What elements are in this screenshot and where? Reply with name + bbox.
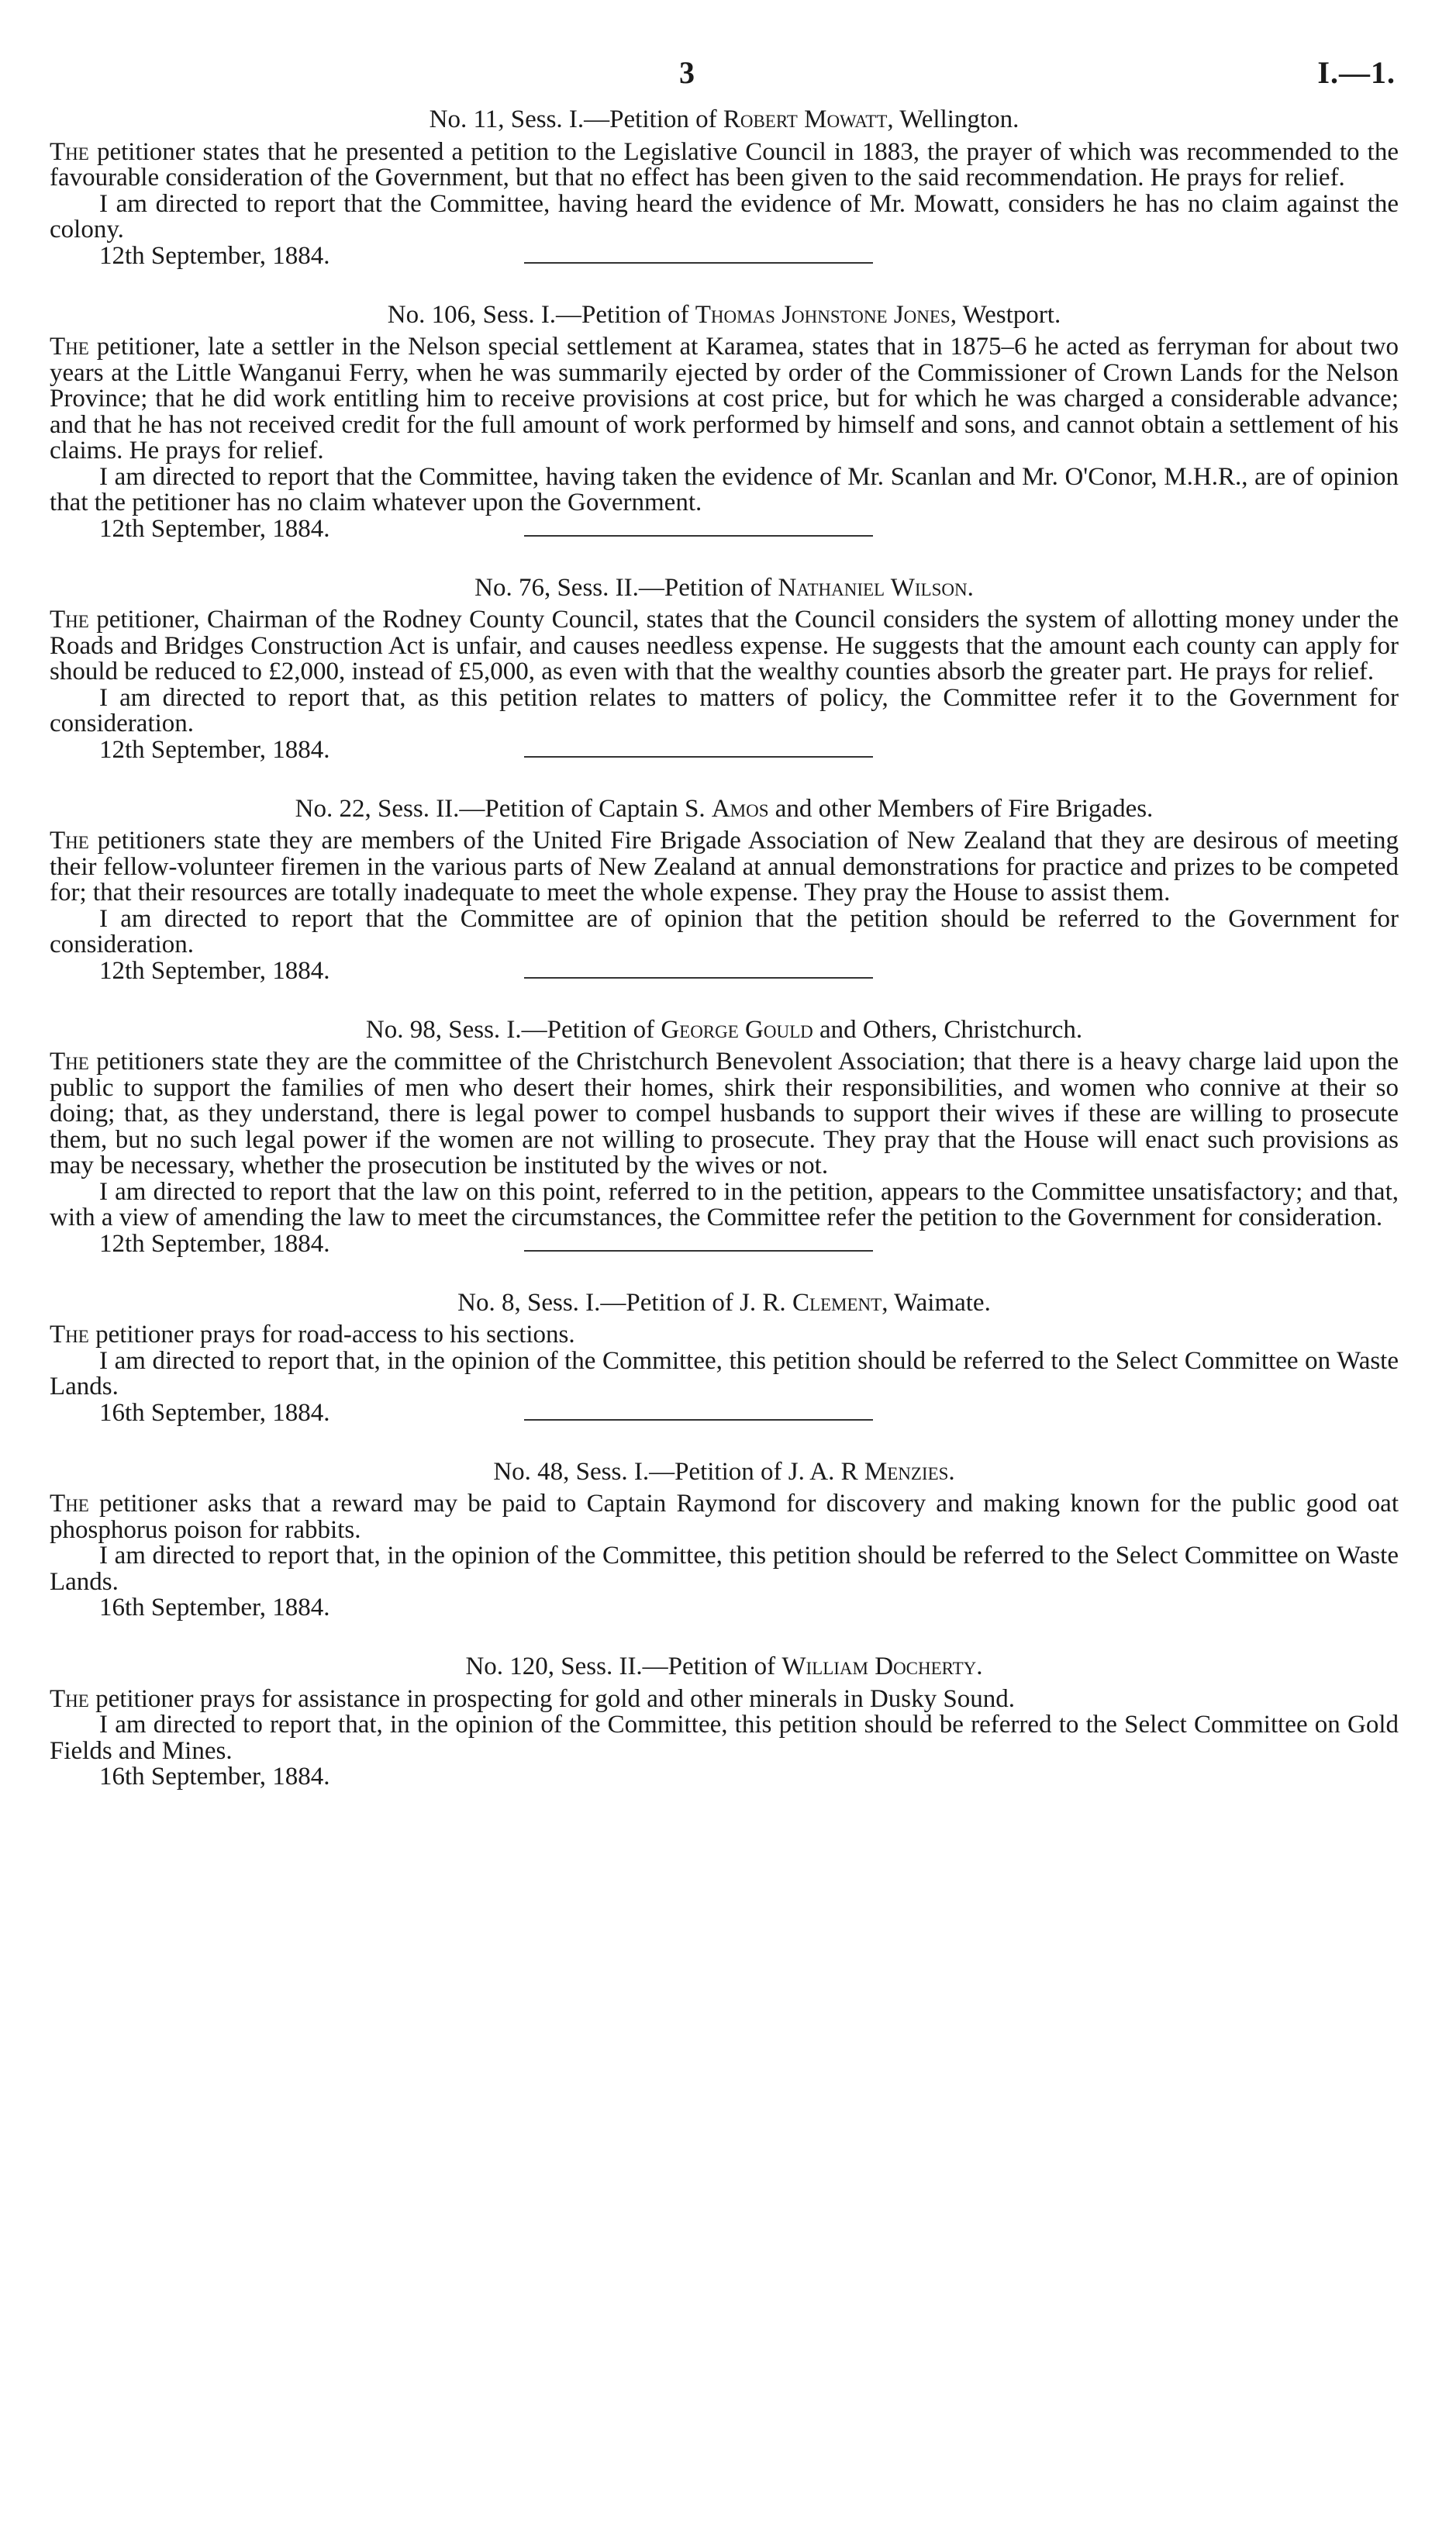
petition-title-prefix: No. 8, Sess. I.—Petition of J. R. bbox=[457, 1288, 792, 1317]
petitioner-name: Amos bbox=[711, 794, 769, 823]
petition-title-suffix: , Waimate. bbox=[882, 1288, 991, 1317]
report-date-line bbox=[50, 737, 1399, 765]
petition-entry bbox=[50, 1290, 1399, 1428]
petition-statement bbox=[50, 137, 1399, 192]
statement-lead-word: The bbox=[50, 333, 89, 361]
page-number: 3 bbox=[679, 55, 695, 90]
petition-entry bbox=[50, 1654, 1399, 1792]
petitioner-name: Clement bbox=[792, 1288, 882, 1317]
report-date: 12th September, 1884. bbox=[99, 735, 330, 764]
petition-title-prefix: No. 98, Sess. I.—Petition of bbox=[365, 1015, 661, 1044]
petition-title bbox=[50, 302, 1399, 329]
petition-title bbox=[50, 1654, 1399, 1680]
report-date: 12th September, 1884. bbox=[99, 514, 330, 543]
statement-lead-word: The bbox=[50, 1684, 89, 1713]
section-gap bbox=[50, 986, 1399, 1017]
statement-text: petitioners state they are the committee of the Christchurch Benevolent Association; that there is a heavy charge laid upon the public to support the families of men who desert their homes, shirk their responsibilities, and women who connive at their so doing; that, as they understand, there is legal power to compel husbands to support their wives if these are willing to prosecute them, but no such legal power if the women are not willing to prosecute. They pray that the House will enact such provisions as may be necessary, whether the prosecution be instituted by the wives or not. bbox=[50, 1048, 1399, 1179]
petition-title bbox=[50, 1290, 1399, 1317]
report-date-line bbox=[50, 1400, 1399, 1428]
petition-statement bbox=[50, 828, 1399, 907]
petition-title-suffix: , Westport. bbox=[950, 300, 1061, 329]
petition-title bbox=[50, 575, 1399, 602]
statement-text: petitioner states that he presented a petition to the Legislative Council in 1883, the prayer of which was recommended to the favourable consideration of the Government, but that no effect has been given to the said recommendation. He prays for relief. bbox=[50, 137, 1399, 192]
section-gap bbox=[50, 1623, 1399, 1654]
statement-text: petitioner prays for road-access to his sections. bbox=[88, 1321, 575, 1349]
section-gap bbox=[50, 1259, 1399, 1290]
petition-title-prefix: No. 11, Sess. I.—Petition of bbox=[429, 105, 723, 133]
report-date-line bbox=[50, 1595, 1399, 1623]
petition-title-suffix: . bbox=[967, 573, 974, 602]
petition-title-suffix: and other Members of Fire Brigades. bbox=[768, 794, 1154, 823]
committee-report: I am directed to report that the Committee are of opinion that the petition should be referred to the Government for consideration. bbox=[50, 904, 1399, 958]
committee-report: I am directed to report that the law on this point, referred to in the petition, appears to the Committee unsatisfactory; and that, with a view of amending the law to meet the circumstances, the Committee refer the petition to the Government for consideration. bbox=[50, 1177, 1399, 1231]
section-gap bbox=[50, 1428, 1399, 1459]
statement-lead-word: The bbox=[50, 137, 89, 166]
report-date: 12th September, 1884. bbox=[99, 1229, 330, 1258]
statement-text: petitioner, late a settler in the Nelson special settlement at Karamea, states that in 1875–6 he acted as ferryman for about two years at the Little Wanganui Ferry, when he was summarily ejected by order of the Commissioner of Crown Lands for the Nelson Province; that he did work entitling him to receive provisions at cost price, but for which he was charged a considerable advance; and that he has not received credit for the full amount of work performed by himself and sons, and cannot obtain a settlement of his claims. He prays for relief. bbox=[50, 333, 1399, 465]
report-date-line bbox=[50, 1764, 1399, 1792]
petition-title-prefix: No. 120, Sess. II.—Petition of bbox=[465, 1653, 782, 1680]
petition-entry bbox=[50, 107, 1399, 271]
petitioner-name: George Gould bbox=[661, 1015, 813, 1044]
section-divider bbox=[524, 1250, 873, 1252]
report-date: 12th September, 1884. bbox=[99, 241, 330, 270]
petition-statement bbox=[50, 334, 1399, 465]
section-gap bbox=[50, 765, 1399, 796]
petition-entry bbox=[50, 796, 1399, 986]
petition-statement bbox=[50, 1491, 1399, 1543]
petition-title-prefix: No. 106, Sess. I.—Petition of bbox=[387, 300, 695, 329]
page-header bbox=[50, 51, 1399, 107]
petition-title-prefix: No. 76, Sess. II.—Petition of bbox=[474, 573, 778, 602]
petition-title bbox=[50, 107, 1399, 133]
statement-lead-word: The bbox=[50, 1048, 89, 1076]
committee-report: I am directed to report that, in the opinion of the Committee, this petition should be referred to the Select Committee on Waste Lands. bbox=[50, 1542, 1399, 1596]
petitioner-name: Menzies bbox=[864, 1457, 949, 1486]
statement-text: petitioner prays for assistance in prospecting for gold and other minerals in Dusky Sound. bbox=[88, 1684, 1015, 1713]
statement-lead-word: The bbox=[50, 1321, 89, 1349]
section-divider bbox=[524, 756, 873, 758]
section-gap bbox=[50, 544, 1399, 575]
petition-title-prefix: No. 22, Sess. II.—Petition of Captain S. bbox=[295, 794, 712, 823]
section-gap bbox=[50, 271, 1399, 302]
statement-lead-word: The bbox=[50, 606, 89, 634]
committee-report: I am directed to report that the Committee, having taken the evidence of Mr. Scanlan and Mr. O'Conor, M.H.R., are of opinion that the petitioner has no claim whatever upon the Government. bbox=[50, 462, 1399, 516]
statement-lead-word: The bbox=[50, 827, 89, 855]
petition-title bbox=[50, 1017, 1399, 1044]
committee-report: I am directed to report that, as this petition relates to matters of policy, the Committee refer it to the Government for consideration. bbox=[50, 683, 1399, 737]
petitioner-name: Nathaniel Wilson bbox=[778, 573, 968, 602]
statement-text: petitioners state they are members of the United Fire Brigade Association of New Zealand that they are desirous of meeting their fellow-volunteer firemen in the various parts of New Zealand at annual demonstrations for practice and prizes to be competed for; that their resources are totally inadequate to meet the whole expense. They pray the House to assist them. bbox=[50, 827, 1399, 907]
statement-lead-word: The bbox=[50, 1490, 89, 1518]
petitioner-name: William Docherty bbox=[781, 1653, 977, 1680]
section-divider bbox=[524, 535, 873, 537]
statement-text: petitioner asks that a reward may be paid to Captain Raymond for discovery and making known for the public good oat phosphorus poison for rabbits. bbox=[50, 1490, 1399, 1544]
statement-text: petitioner, Chairman of the Rodney County Council, states that the Council considers the system of allotting money under the Roads and Bridges Construction Act is unfair, and causes needless expense. He suggests that the amount each county can apply for should be reduced to £2,000, instead of £5,000, as even with that the wealthy counties absorb the greater part. He prays for relief. bbox=[50, 606, 1399, 686]
petition-title-suffix: and Others, Christchurch. bbox=[813, 1015, 1083, 1044]
petition-title-suffix: , Wellington. bbox=[887, 105, 1020, 133]
report-date-line bbox=[50, 1231, 1399, 1259]
petition-title bbox=[50, 796, 1399, 823]
petition-title-suffix: . bbox=[948, 1457, 955, 1486]
petition-statement bbox=[50, 607, 1399, 686]
petition-statement bbox=[50, 1684, 1399, 1713]
report-date: 16th September, 1884. bbox=[99, 1763, 330, 1791]
petition-entry bbox=[50, 575, 1399, 765]
petition-statement bbox=[50, 1049, 1399, 1179]
petition-title-prefix: No. 48, Sess. I.—Petition of J. A. R bbox=[493, 1457, 864, 1486]
section-divider bbox=[524, 977, 873, 979]
petitioner-name: Thomas Johnstone Jones bbox=[695, 300, 951, 329]
report-date: 16th September, 1884. bbox=[99, 1594, 330, 1621]
petition-title bbox=[50, 1459, 1399, 1486]
petition-list bbox=[50, 107, 1399, 1792]
section-divider bbox=[524, 1419, 873, 1421]
document-reference: I.—1. bbox=[1317, 55, 1396, 90]
petition-statement bbox=[50, 1322, 1399, 1349]
petition-entry bbox=[50, 302, 1399, 544]
report-date-line bbox=[50, 243, 1399, 271]
petition-entry bbox=[50, 1459, 1399, 1624]
section-divider bbox=[524, 262, 873, 264]
committee-report: I am directed to report that the Committee, having heard the evidence of Mr. Mowatt, considers he has no claim against the colony. bbox=[50, 189, 1399, 243]
report-date-line bbox=[50, 516, 1399, 544]
report-date: 16th September, 1884. bbox=[99, 1398, 330, 1427]
petition-entry bbox=[50, 1017, 1399, 1259]
committee-report: I am directed to report that, in the opinion of the Committee, this petition should be referred to the Select Committee on Gold Fields and Mines. bbox=[50, 1711, 1399, 1765]
report-date: 12th September, 1884. bbox=[99, 956, 330, 985]
petition-title-suffix: . bbox=[976, 1653, 983, 1680]
committee-report: I am directed to report that, in the opinion of the Committee, this petition should be referred to the Select Committee on Waste Lands. bbox=[50, 1346, 1399, 1400]
petitioner-name: Robert Mowatt bbox=[723, 105, 888, 133]
report-date-line bbox=[50, 958, 1399, 986]
